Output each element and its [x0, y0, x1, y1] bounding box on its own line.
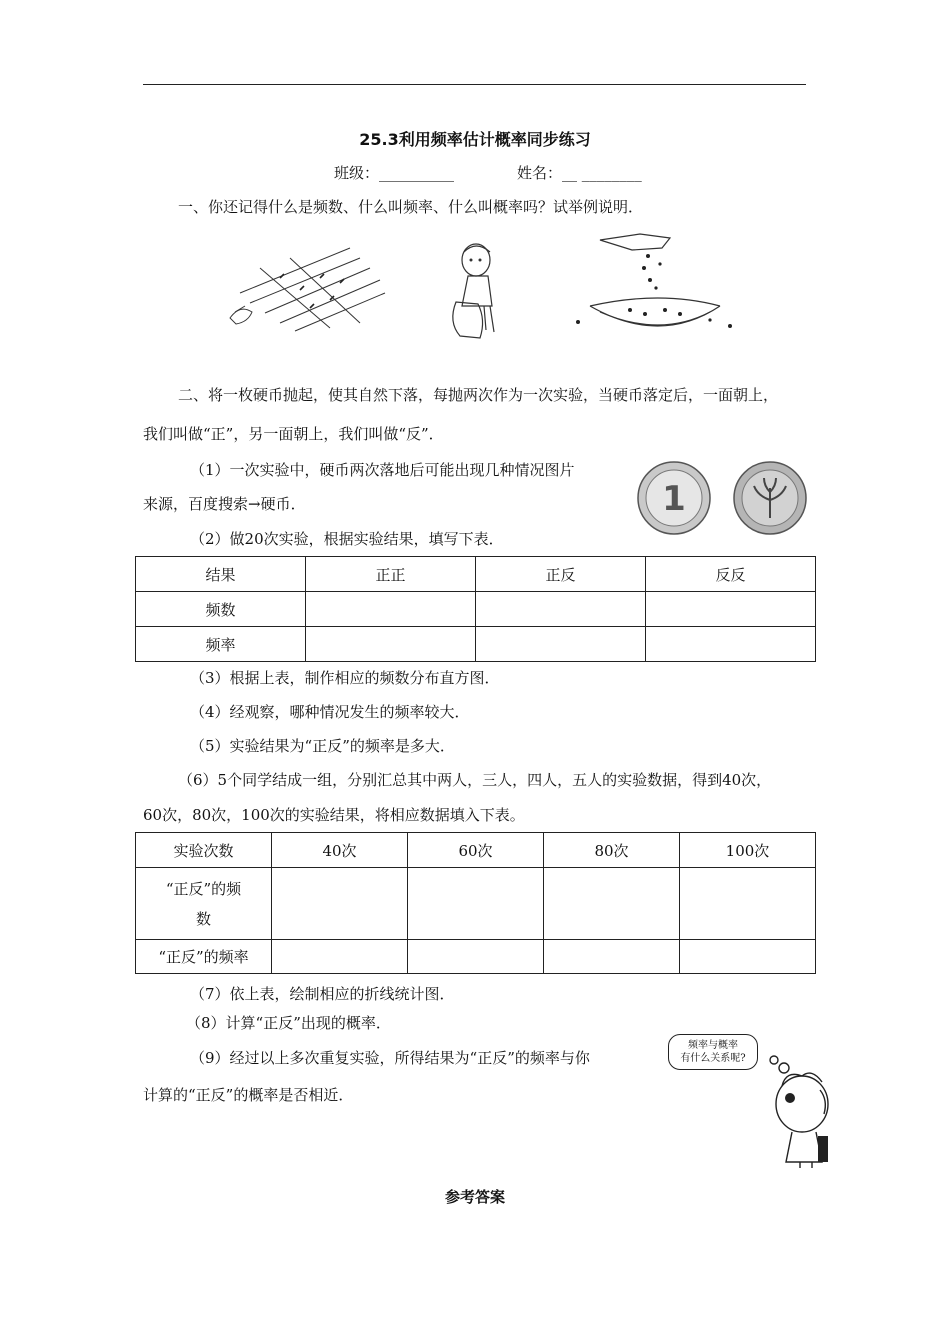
name-field-label: 姓名：__ ________: [517, 164, 642, 182]
thinking-boy-illustration: [760, 1056, 840, 1171]
table-cell[interactable]: [408, 940, 544, 974]
table-cell[interactable]: [476, 592, 646, 627]
class-field-label: 班级：__________: [334, 164, 455, 182]
table-header-result: 结果: [136, 557, 306, 592]
child-illustration: [446, 240, 516, 350]
table-header-40: 40次: [272, 833, 408, 868]
coin-front-digit: 1: [662, 479, 686, 519]
table-cell[interactable]: [408, 868, 544, 940]
row-label-line-2: 数: [195, 909, 211, 928]
question-4: （4）经观察，哪种情况发生的频率较大．: [190, 703, 470, 721]
basin-illustration: [570, 226, 740, 346]
table-row-label-heads-tails-count: [136, 868, 272, 940]
table-header-heads-tails: 正反: [476, 557, 646, 592]
table-cell[interactable]: [306, 627, 476, 662]
question-5: （5）实验结果为“正反”的频率是多大．: [190, 737, 455, 755]
speech-bubble: [668, 1034, 758, 1070]
table-cell[interactable]: [476, 627, 646, 662]
table-cell[interactable]: [646, 627, 816, 662]
question-3: （3）根据上表，制作相应的频数分布直方图．: [190, 669, 500, 687]
question-2-sub-1-continued: 来源，百度搜索→硬币．: [143, 495, 306, 513]
question-2-line-2: 我们叫做“正”，另一面朝上，我们叫做“反”．: [143, 425, 444, 443]
results-table: [135, 556, 816, 662]
question-6-line-2: 60次，80次，100次的实验结果，将相应数据填入下表。: [143, 806, 525, 824]
table-cell[interactable]: [544, 940, 680, 974]
table-header-heads-heads: 正正: [306, 557, 476, 592]
page-title: 25.3利用频率估计概率同步练习: [359, 130, 591, 149]
question-2-sub-1: （1）一次实验中，硬币两次落地后可能出现几种情况图片: [190, 461, 575, 479]
table-header-trials: 实验次数: [136, 833, 272, 868]
top-rule: [143, 84, 806, 85]
question-2-line-1: 二、将一枚硬币抛起，使其自然下落，每抛两次作为一次实验，当硬币落定后，一面朝上，: [178, 386, 779, 404]
table-cell[interactable]: [272, 940, 408, 974]
question-2-sub-2: （2）做20次实验，根据实验结果，填写下表．: [190, 530, 504, 548]
table-header-100: 100次: [680, 833, 816, 868]
question-9-line-2: 计算的“正反”的概率是否相近．: [143, 1086, 354, 1104]
table-header-60: 60次: [408, 833, 544, 868]
table-cell[interactable]: [680, 868, 816, 940]
table-header-tails-tails: 反反: [646, 557, 816, 592]
table-cell[interactable]: [646, 592, 816, 627]
question-9-line-1: （9）经过以上多次重复实验，所得结果为“正反”的频率与你: [190, 1049, 590, 1067]
answer-key-heading: 参考答案: [444, 1188, 505, 1206]
question-1: 一、你还记得什么是频数、什么叫频率、什么叫概率吗？试举例说明．: [178, 198, 644, 216]
bubble-line-1: 频率与概率: [688, 1040, 738, 1051]
coin-front-image: [636, 460, 712, 536]
table-row-label-heads-tails-rate: “正反”的频率: [136, 940, 272, 974]
question-7: （7）依上表，绘制相应的折线统计图．: [190, 985, 455, 1003]
table-cell[interactable]: [544, 868, 680, 940]
table-cell[interactable]: [272, 868, 408, 940]
question-8: （8）计算“正反”出现的概率．: [186, 1014, 391, 1032]
table-cell[interactable]: [306, 592, 476, 627]
table-cell[interactable]: [680, 940, 816, 974]
row-label-line-1: “正反”的频: [165, 879, 242, 898]
rain-illustration: [220, 238, 390, 338]
table-row-label-frequency-rate: 频率: [136, 627, 306, 662]
question-6-line-1: （6）5个同学结成一组，分别汇总其中两人，三人，四人，五人的实验数据，得到40次，: [178, 771, 772, 789]
trials-table: [135, 832, 816, 974]
table-header-80: 80次: [544, 833, 680, 868]
coin-back-image: [732, 460, 808, 536]
table-row-label-frequency-count: 频数: [136, 592, 306, 627]
bubble-line-2: 有什么关系呢?: [680, 1053, 746, 1064]
